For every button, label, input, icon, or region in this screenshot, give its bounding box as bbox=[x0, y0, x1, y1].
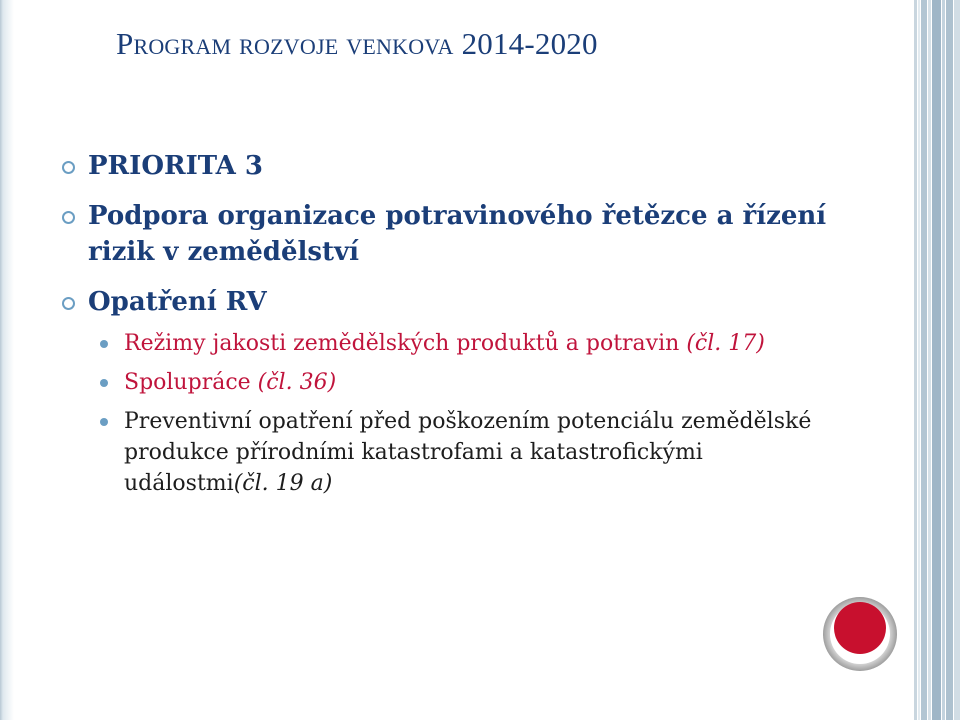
bullet-priorita bbox=[60, 148, 900, 184]
ring-bullet-icon bbox=[62, 161, 75, 174]
slide-content bbox=[60, 148, 900, 507]
bullet-podpora-text: Podpora organizace potravinového řetězce a řízení rizik v zemědělství bbox=[88, 201, 827, 267]
red-circle-logo-icon bbox=[822, 596, 898, 672]
bullet-opatreni-rv bbox=[60, 284, 900, 320]
article-ref: (čl. 19 a) bbox=[233, 471, 333, 496]
ring-bullet-icon bbox=[62, 297, 75, 310]
sub-bullet-preventivni-opatreni bbox=[60, 406, 824, 499]
sub-bullet-text: Preventivní opatření před poškozením potenciálu zemědělské produkce přírodními katastrofami a katastrofickými událostmi bbox=[124, 409, 812, 496]
left-decor-strip bbox=[0, 0, 14, 720]
ring-bullet-icon bbox=[62, 211, 75, 224]
sub-bullet-text: Spolupráce bbox=[124, 370, 258, 395]
dot-bullet-icon bbox=[100, 340, 108, 348]
dot-bullet-icon bbox=[100, 379, 108, 387]
article-ref: (čl. 17) bbox=[686, 331, 765, 356]
bullet-podpora bbox=[60, 198, 900, 270]
sub-bullet-rezimy-jakosti bbox=[60, 328, 900, 359]
article-ref: (čl. 36) bbox=[257, 370, 337, 395]
dot-bullet-icon bbox=[100, 418, 108, 426]
right-decor-bars bbox=[914, 0, 960, 720]
bullet-opatreni-rv-text: Opatření RV bbox=[88, 287, 267, 317]
bullet-priorita-text: PRIORITA 3 bbox=[88, 151, 263, 181]
sub-bullet-text: Režimy jakosti zemědělských produktů a potravin bbox=[124, 331, 687, 356]
slide-title: Program rozvoje venkova 2014-2020 bbox=[116, 26, 598, 61]
sub-bullet-spoluprace bbox=[60, 367, 900, 398]
